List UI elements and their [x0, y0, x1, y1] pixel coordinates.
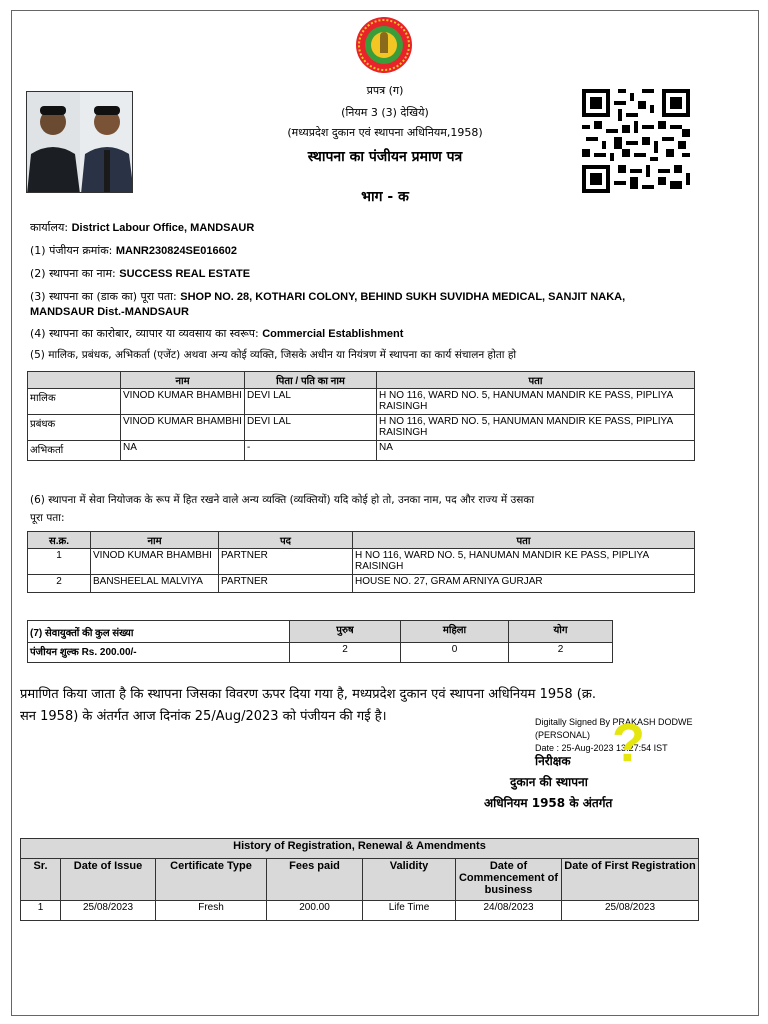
table-row	[28, 549, 695, 575]
employees-header-cell: पुरुष	[290, 621, 401, 643]
table-row	[28, 389, 695, 415]
reg-no-line	[30, 243, 237, 258]
office-value: District Labour Office, MANDSAUR	[71, 222, 255, 234]
establishment-name-line	[30, 266, 250, 281]
history-header-cell: Date of First Registration	[562, 859, 699, 901]
history-table	[20, 838, 699, 921]
partners-header-cell: पद	[219, 532, 353, 549]
section6-label-1: (6) स्थापना में सेवा नियोजक के रूप में हित रखने वाले अन्य व्यक्ति (व्यक्तियों) यदि कोई हो तो, उनका नाम, पद और राज्य में उसका	[30, 494, 535, 506]
address-cell: H NO 116, WARD NO. 5, HANUMAN MANDIR KE PASS, PIPLIYA RAISINGH	[377, 415, 695, 441]
father-cell: DEVI LAL	[245, 389, 377, 415]
father-cell: DEVI LAL	[245, 415, 377, 441]
office-label: कार्यालय:	[30, 221, 69, 234]
history-header-row	[21, 859, 699, 901]
address-value-1: SHOP NO. 28, KOTHARI COLONY, BEHIND SUKH SUVIDHA MEDICAL, SANJIT NAKA,	[180, 291, 626, 303]
partners-table	[27, 531, 695, 593]
table-row	[28, 575, 695, 593]
reg-no-label: (1) पंजीयन क्रमांक:	[30, 244, 113, 257]
owner-table	[27, 371, 695, 461]
owner-table-header	[28, 372, 695, 389]
table-row	[28, 441, 695, 461]
address-cell: H NO 116, WARD NO. 5, HANUMAN MANDIR KE PASS, PIPLIYA RAISINGH	[353, 549, 695, 575]
history-sr: 1	[21, 901, 61, 921]
reg-no-value: MANR230824SE016602	[115, 245, 237, 257]
owner-header-cell: नाम	[121, 372, 245, 389]
section6-label-2: पूरा पता:	[30, 512, 65, 524]
serial-cell: 2	[28, 575, 91, 593]
address-label: (3) स्थापना का (डाक का) पूरा पता:	[30, 290, 177, 303]
partners-table-header	[28, 532, 695, 549]
history-header-cell: Date of Commencement of business	[456, 859, 562, 901]
history-header-cell: Validity	[363, 859, 456, 901]
act-reference: (मध्यप्रदेश दुकान एवं स्थापना अधिनियम,1958)	[287, 126, 483, 139]
father-cell: -	[245, 441, 377, 461]
address-cell: NA	[377, 441, 695, 461]
history-first-registration: 25/08/2023	[562, 901, 699, 921]
registration-fee: पंजीयन शुल्क Rs. 200.00/-	[28, 643, 290, 663]
business-line	[30, 326, 403, 341]
mp-government-emblem	[351, 15, 417, 75]
table-row	[21, 901, 699, 921]
address-cell: H NO 116, WARD NO. 5, HANUMAN MANDIR KE PASS, PIPLIYA RAISINGH	[377, 389, 695, 415]
history-header-cell: Fees paid	[267, 859, 363, 901]
name-cell: VINOD KUMAR BHAMBHI	[121, 415, 245, 441]
signature-line-1: Digitally Signed By PRAKASH DODWE	[535, 717, 693, 727]
part-heading: भाग - क	[361, 189, 409, 205]
history-header-cell: Sr.	[21, 859, 61, 901]
signature-question-mark: ?	[612, 713, 645, 773]
inspector-title: निरीक्षक	[535, 754, 571, 768]
employees-values-row	[28, 643, 613, 663]
total-count: 2	[509, 643, 613, 663]
partners-header-cell: नाम	[91, 532, 219, 549]
address-line	[30, 289, 625, 304]
male-count: 2	[290, 643, 401, 663]
establishment-name-label: (2) स्थापना का नाम:	[30, 267, 116, 280]
rule-reference: (नियम 3 (3) देखिये)	[341, 106, 429, 119]
employees-header-cell: महिला	[401, 621, 509, 643]
business-label: (4) स्थापना का कारोबार, व्यापार या व्यवसाय का स्वरूप:	[30, 327, 259, 340]
table-row	[28, 415, 695, 441]
form-number: प्रपत्र (ग)	[366, 84, 404, 97]
name-cell: NA	[121, 441, 245, 461]
signature-line-2: (PERSONAL)	[535, 730, 591, 740]
history-header-cell: Date of Issue	[61, 859, 156, 901]
employees-header-cell: योग	[509, 621, 613, 643]
address-cell: HOUSE NO. 27, GRAM ARNIYA GURJAR	[353, 575, 695, 593]
history-title-row	[21, 839, 699, 859]
post-cell: PARTNER	[219, 549, 353, 575]
serial-cell: 1	[28, 549, 91, 575]
partners-header-cell: स.क्र.	[28, 532, 91, 549]
role-cell: प्रबंधक	[28, 415, 121, 441]
establishment-name-value: SUCCESS REAL ESTATE	[119, 268, 251, 280]
owner-header-cell: पिता / पति का नाम	[245, 372, 377, 389]
employees-table	[27, 620, 613, 663]
certification-line-1: प्रमाणित किया जाता है कि स्थापना जिसका विवरण ऊपर दिया गया है, मध्यप्रदेश दुकान एवं स्थापना अधिनियम 1958 (क्र.	[20, 687, 596, 702]
address-value-2: MANDSAUR Dist.-MANDSAUR	[30, 306, 189, 318]
owners-photo	[26, 91, 133, 193]
employees-header-row	[28, 621, 613, 643]
office-line	[30, 220, 254, 235]
history-title: History of Registration, Renewal & Amendments	[21, 839, 699, 859]
history-validity: Life Time	[363, 901, 456, 921]
owner-header-cell: पता	[377, 372, 695, 389]
partners-header-cell: पता	[353, 532, 695, 549]
qr-code	[582, 89, 690, 193]
owner-header-cell	[28, 372, 121, 389]
history-fees: 200.00	[267, 901, 363, 921]
name-cell: BANSHEELAL MALVIYA	[91, 575, 219, 593]
role-cell: मालिक	[28, 389, 121, 415]
name-cell: VINOD KUMAR BHAMBHI	[121, 389, 245, 415]
history-commencement: 24/08/2023	[456, 901, 562, 921]
history-header-cell: Certificate Type	[156, 859, 267, 901]
female-count: 0	[401, 643, 509, 663]
employees-label: (7) सेवायुक्तों की कुल संख्या	[28, 621, 290, 643]
inspector-subtitle-2: अधिनियम 1958 के अंतर्गत	[484, 796, 613, 810]
signature-line-3: Date : 25-Aug-2023 13:27:54 IST	[535, 743, 668, 753]
name-cell: VINOD KUMAR BHAMBHI	[91, 549, 219, 575]
history-issue-date: 25/08/2023	[61, 901, 156, 921]
managers-label: (5) मालिक, प्रबंधक, अभिकर्ता (एजेंट) अथवा अन्य कोई व्यक्ति, जिसके अधीन या नियंत्रण में स्थापना का कार्य संचालन होता हो	[30, 349, 517, 361]
history-cert-type: Fresh	[156, 901, 267, 921]
inspector-subtitle-1: दुकान की स्थापना	[510, 775, 588, 789]
business-value: Commercial Establishment	[262, 328, 404, 340]
address-line-2	[30, 305, 189, 318]
certificate-title: स्थापना का पंजीयन प्रमाण पत्र	[307, 149, 463, 165]
certification-line-2: सन 1958) के अंतर्गत आज दिनांक 25/Aug/2023 को पंजीयन की गई है।	[20, 709, 387, 724]
post-cell: PARTNER	[219, 575, 353, 593]
role-cell: अभिकर्ता	[28, 441, 121, 461]
